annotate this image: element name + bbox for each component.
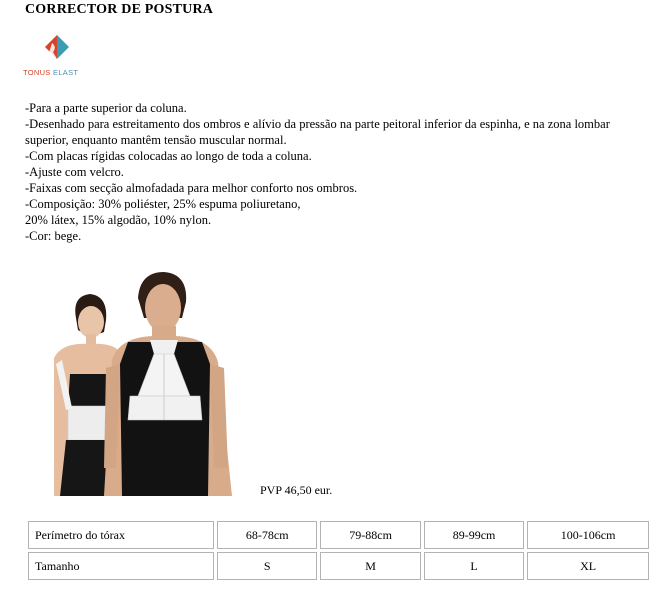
table-cell: S xyxy=(217,552,317,580)
description-line: 20% látex, 15% algodão, 10% nylon. xyxy=(25,213,212,227)
product-photo xyxy=(42,268,240,496)
description-line: -Faixas com secção almofadada para melhor conforto nos ombros. xyxy=(25,181,358,195)
description-line: -Desenhado para estreitamento dos ombros e alívio da pressão na parte peitoral inferior da espinha, e na zona lombar superior, enquanto mantêm tensão muscular normal. xyxy=(25,117,610,147)
table-cell: XL xyxy=(527,552,649,580)
table-cell: Tamanho xyxy=(28,552,214,580)
product-description xyxy=(25,100,635,244)
table-cell: 68-78cm xyxy=(217,521,317,549)
logo-word-right: ELAST xyxy=(53,68,79,77)
description-line: -Para a parte superior da coluna. xyxy=(25,101,187,115)
table-cell: L xyxy=(424,552,524,580)
table-row xyxy=(28,552,649,580)
table-cell: 79-88cm xyxy=(320,521,420,549)
table-cell: 100-106cm xyxy=(527,521,649,549)
price-label: PVP 46,50 eur. xyxy=(260,483,333,497)
logo-word-left: TONUS xyxy=(23,68,51,77)
logo-wordmark xyxy=(23,68,91,77)
description-line: -Com placas rígidas colocadas ao longo de toda a coluna. xyxy=(25,149,312,163)
description-line: -Cor: bege. xyxy=(25,229,82,243)
description-line: -Composição: 30% poliéster, 25% espuma poliuretano, xyxy=(25,197,301,211)
table-cell: M xyxy=(320,552,420,580)
table-row xyxy=(28,521,649,549)
table-cell: Perímetro do tórax xyxy=(28,521,214,549)
page-title: CORRECTOR DE POSTURA xyxy=(25,2,214,17)
table-cell: 89-99cm xyxy=(424,521,524,549)
size-table xyxy=(25,518,652,583)
description-line: -Ajuste com velcro. xyxy=(25,165,124,179)
model-man xyxy=(104,272,232,496)
tonus-elast-logo xyxy=(23,28,91,84)
logo-mark-icon xyxy=(23,28,91,68)
